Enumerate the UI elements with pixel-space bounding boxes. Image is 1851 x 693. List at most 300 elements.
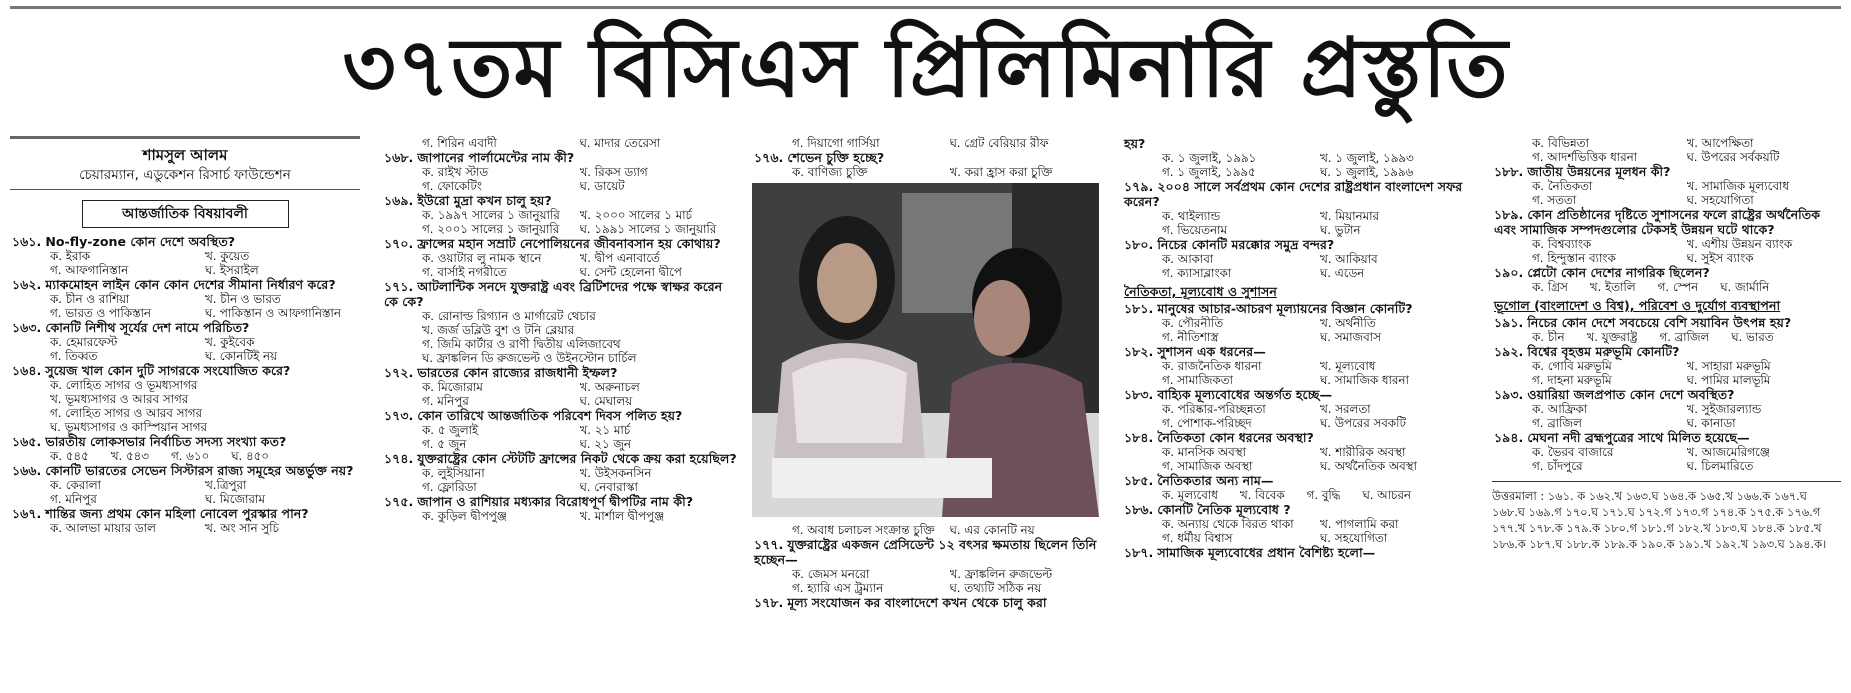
option: খ. আকিয়াব bbox=[1320, 252, 1378, 266]
question bbox=[382, 193, 737, 208]
question-number: ১৮৯. bbox=[1494, 207, 1524, 222]
question-number: ১৭৮. bbox=[754, 595, 784, 610]
option: ঘ. জার্মানি bbox=[1720, 280, 1770, 294]
option: ক. জেমস মনরো bbox=[792, 567, 870, 581]
option: গ. ১ জুলাই, ১৯৯৫ bbox=[1162, 165, 1256, 179]
continued-options bbox=[382, 136, 737, 150]
option: ঘ. তথ্যটি সঠিক নয় bbox=[949, 581, 1042, 595]
section-heading-ethics: নৈতিকতা, মূল্যবোধ ও সুশাসন bbox=[1124, 284, 1277, 299]
question-text: ভারতের কোন রাজ্যের রাজধানী ইম্ফল? bbox=[417, 365, 618, 380]
option: গ. ২০০১ সালের ১ জানুয়ারি bbox=[422, 222, 560, 236]
question-text: কোনটি ভারতের সেভেন সিস্টারস রাজ্য সমূহের অন্তর্ভুক্ত নয়? bbox=[45, 463, 354, 478]
question bbox=[1492, 265, 1841, 280]
option: খ. উইসকনসিন bbox=[579, 466, 652, 480]
option: ক. মানসিক অবস্থা bbox=[1162, 445, 1246, 459]
option: খ. ২০০০ সালের ১ মার্চ bbox=[579, 208, 692, 222]
question-number: ১৮৫. bbox=[1124, 473, 1154, 488]
option: ক. বিভিন্নতা bbox=[1532, 136, 1589, 150]
option: গ. ৬১০ bbox=[170, 449, 210, 463]
option: ঘ. মেঘালয় bbox=[579, 394, 633, 408]
option: ঘ. ভূমধ্যসাগর ও কাস্পিয়ান সাগর bbox=[50, 420, 207, 434]
option: খ. ২১ মার্চ bbox=[579, 423, 631, 437]
question-text: জাতীয় উন্নয়নের মূলধন কী? bbox=[1527, 164, 1671, 179]
option: গ. চাঁদপুরে bbox=[1532, 459, 1583, 473]
option: ঘ. এডেন bbox=[1320, 266, 1365, 280]
article-body bbox=[10, 136, 1841, 689]
option: ক. লুইসিয়ানা bbox=[422, 466, 485, 480]
answer-key: উত্তরমালা : ১৬১. ক ১৬২.খ ১৬৩.ঘ ১৬৪.ক ১৬৫.খ ১৬৬.ক ১৬৭.ঘ ১৬৮.ঘ ১৬৯.গ ১৭০.ঘ ১৭১.ঘ ১৭২.গ ১৭৩.গ ১৭৪.ক ১৭৫.ক ১৭৬.গ ১৭৭.খ ১৭৮.ক ১৭৯.ক ১৮০.গ ১৮১.গ ১৮২.খ ১৮৩.ঘ ১৮৪.ক ১৮৫.খ ১৮৬.ক ১৮৭.ঘ ১৮৮.ক ১৮৯.ক ১৯০.ক ১৯১.খ ১৯২.খ ১৯৩.ঘ ১৯৪.ক। bbox=[1492, 481, 1841, 552]
question-number: ১৯০. bbox=[1494, 265, 1524, 280]
option: গ. ৫ জুন bbox=[422, 437, 467, 451]
section-heading-geography: ভূগোল (বাংলাদেশ ও বিশ্ব), পরিবেশ ও দুর্যোগ ব্যবস্থাপনা bbox=[1494, 298, 1781, 313]
option: গ. সামাজিক অবস্থা bbox=[1162, 459, 1253, 473]
question-text: কোনটি নিশীথ সূর্যের দেশ নামে পরিচিত? bbox=[45, 320, 250, 335]
option: গ. শিরিন এবাদী bbox=[422, 136, 497, 150]
question-text: জাপান ও রাশিয়ার মধ্যকার বিরোধপূর্ণ দ্বীপটির নাম কী? bbox=[417, 494, 694, 509]
question-number: ১৮১. bbox=[1124, 301, 1154, 316]
question bbox=[1492, 207, 1841, 237]
option: খ. ৫৪৩ bbox=[110, 449, 149, 463]
author-box bbox=[10, 136, 360, 190]
option: খ. করা হ্রাস করা চুক্তি bbox=[949, 165, 1053, 179]
option: ঘ. গ্রেট বেরিয়ার রীফ bbox=[949, 136, 1049, 150]
options bbox=[382, 509, 737, 523]
question-text: কোন প্রতিষ্ঠানের দৃষ্টিতে সুশাসনের ফলে রাষ্ট্রের অর্থনৈতিক এবং সামাজিক সম্পদগুলোর টেকসই উন্নয়ন ঘটে থাকে? bbox=[1494, 207, 1821, 237]
question-text: বিশ্বের বৃহত্তম মরুভূমি কোনটি? bbox=[1527, 344, 1680, 359]
question bbox=[1122, 301, 1478, 316]
option: ক. আফ্রিকা bbox=[1532, 402, 1588, 416]
continued-options bbox=[752, 523, 1107, 537]
option: ক. কুড়িল দ্বীপপুঞ্জ bbox=[422, 509, 507, 523]
question-number: ১৭৭. bbox=[754, 537, 784, 552]
question-text: মেঘনা নদী ব্রহ্মপুত্রের সাথে মিলিত হয়েছে— bbox=[1527, 430, 1750, 445]
options bbox=[1122, 517, 1478, 545]
option: ক. ওয়াটার লু নামক স্থানে bbox=[422, 251, 542, 265]
continued-options bbox=[752, 136, 1107, 150]
option: ঘ. ডায়েট bbox=[579, 179, 625, 193]
question-text: ভারতীয় লোকসভার নির্বাচিত সদস্য সংখ্যা কত? bbox=[45, 434, 287, 449]
option: ঘ. উপরের সর্বকয়টি bbox=[1686, 150, 1780, 164]
question-number: ১৬১. bbox=[12, 234, 42, 249]
question-number: ১৮০. bbox=[1124, 237, 1154, 252]
option: খ. অং সান সুচি bbox=[205, 521, 279, 535]
option: ঘ. কানাডা bbox=[1686, 416, 1736, 430]
options bbox=[382, 423, 737, 451]
question-list bbox=[10, 234, 360, 535]
question-text: নিচের কোন দেশে সবচেয়ে বেশি সয়াবিন উৎপন্ন হয়? bbox=[1527, 315, 1792, 330]
option: ঘ. ভারত bbox=[1731, 330, 1774, 344]
option: গ. স্পেন bbox=[1657, 280, 1699, 294]
option: ঘ. চিলমারিতে bbox=[1686, 459, 1754, 473]
question bbox=[1492, 387, 1841, 402]
option: ক. আলভা মায়ার ডাল bbox=[50, 521, 156, 535]
question-list bbox=[1122, 179, 1478, 280]
option: ঘ. সামাজিক ধারনা bbox=[1320, 373, 1409, 387]
option: গ. দাহনা মরুভূমি bbox=[1532, 373, 1612, 387]
question-number: ১৯৪. bbox=[1494, 430, 1524, 445]
option: গ. আদর্শভিত্তিক ধারনা bbox=[1532, 150, 1638, 164]
option: গ. ফোকেটিং bbox=[422, 179, 482, 193]
column-2 bbox=[382, 136, 737, 689]
option: ঘ. কোনটিই নয় bbox=[205, 349, 277, 363]
continued-question: হয়? bbox=[1124, 136, 1146, 151]
option: খ. যুক্তরাষ্ট্র bbox=[1586, 330, 1638, 344]
option: গ. ক্যাসাব্লাংকা bbox=[1162, 266, 1232, 280]
option: ঘ. মিজোরাম bbox=[205, 492, 265, 506]
question-number: ১৭৯. bbox=[1124, 179, 1154, 194]
option: খ. ফ্রাঙ্কলিন রুজভেল্ট bbox=[949, 567, 1053, 581]
option: খ. মূল্যবোধ bbox=[1320, 359, 1376, 373]
option: ক. ৫৪৫ bbox=[50, 449, 89, 463]
question-number: ১৬৫. bbox=[12, 434, 42, 449]
question-number: ১৭৫. bbox=[384, 494, 414, 509]
question bbox=[1122, 179, 1478, 209]
question-number: ১৮৮. bbox=[1494, 164, 1524, 179]
question-number: ১৭১. bbox=[384, 279, 414, 294]
option: খ. আজমেরিগঞ্জে bbox=[1686, 445, 1770, 459]
question-number: ১৯১. bbox=[1494, 315, 1524, 330]
question-number: ১৬৪. bbox=[12, 363, 42, 378]
question-number: ১৭০. bbox=[384, 236, 414, 251]
options bbox=[382, 380, 737, 408]
option: খ. বিবেক bbox=[1239, 488, 1285, 502]
option: খ. মার্শাল দ্বীপপুঞ্জ bbox=[579, 509, 665, 523]
question bbox=[382, 451, 737, 466]
top-rule bbox=[10, 6, 1841, 9]
options bbox=[1122, 252, 1478, 280]
option: গ. বার্সাই নগরীতে bbox=[422, 265, 507, 279]
question-text: মানুষের আচার-আচরণ মূল্যায়নের বিজ্ঞান কোনটি? bbox=[1157, 301, 1413, 316]
question-list bbox=[752, 537, 1107, 610]
option: খ. রিকস ড্যাগ bbox=[579, 165, 648, 179]
options bbox=[382, 165, 737, 193]
question bbox=[752, 537, 1107, 567]
option: খ. দ্বীপ এনাবার্তে bbox=[579, 251, 660, 265]
option: খ. সাহারা মরুভূমি bbox=[1686, 359, 1771, 373]
option: গ. তিব্বত bbox=[50, 349, 98, 363]
option: গ. নীতিশাস্ত্র bbox=[1162, 330, 1219, 344]
option: খ. সরলতা bbox=[1320, 402, 1371, 416]
option: খ. এশীয় উন্নয়ন ব্যাংক bbox=[1686, 237, 1793, 251]
options bbox=[1122, 359, 1478, 387]
options bbox=[1492, 402, 1841, 430]
option: ঘ. আচরন bbox=[1362, 488, 1411, 502]
question bbox=[10, 363, 360, 378]
option: ক. চীন bbox=[1532, 330, 1565, 344]
option: ক. পরিষ্কার-পরিচ্ছন্নতা bbox=[1162, 402, 1266, 416]
option: ক. আকাবা bbox=[1162, 252, 1214, 266]
option: গ. আফগানিস্তান bbox=[50, 263, 129, 277]
question-text: সুয়েজ খাল কোন দুটি সাগরকে সংযোজিত করে? bbox=[45, 363, 291, 378]
question-text: কোনটি নৈতিক মূল্যবোধ ? bbox=[1157, 502, 1291, 517]
options bbox=[1122, 209, 1478, 237]
options bbox=[382, 466, 737, 494]
question-text: জাপানের পার্লামেন্টের নাম কী? bbox=[417, 150, 575, 165]
option: ঘ. নেবারাস্কা bbox=[579, 480, 638, 494]
options bbox=[10, 292, 360, 320]
option: গ. পোশাক-পরিচ্ছদ bbox=[1162, 416, 1252, 430]
continued-options bbox=[1122, 151, 1478, 179]
option: ক. মূল্যবোধ bbox=[1162, 488, 1218, 502]
section-heading-international: আন্তর্জাতিক বিষয়াবলী bbox=[82, 200, 289, 228]
option: ঘ. সমাজবাস bbox=[1320, 330, 1381, 344]
options bbox=[10, 249, 360, 277]
question-text: নৈতিকতার অন্য নাম— bbox=[1157, 473, 1274, 488]
option: ঘ. ভুটান bbox=[1320, 223, 1361, 237]
option: খ. শারীরিক অবস্থা bbox=[1320, 445, 1406, 459]
options bbox=[382, 208, 737, 236]
question-text: ২০০৪ সালে সর্বপ্রথম কোন দেশের রাষ্ট্রপ্রধান বাংলাদেশ সফর করেন? bbox=[1124, 179, 1463, 209]
option: ক. নৈতিকতা bbox=[1532, 179, 1593, 193]
option: ক. ভৈরব বাজারে bbox=[1532, 445, 1614, 459]
option: ক. হেমারফেস্ট bbox=[50, 335, 118, 349]
question bbox=[1492, 315, 1841, 330]
options bbox=[1122, 488, 1478, 502]
question-text: সামাজিক মূল্যবোধের প্রধান বৈশিষ্ট্য হলো— bbox=[1157, 545, 1376, 560]
question bbox=[10, 463, 360, 478]
question bbox=[382, 279, 737, 309]
question bbox=[10, 234, 360, 249]
option: গ. ব্রাজিল bbox=[1532, 416, 1582, 430]
question bbox=[1122, 502, 1478, 517]
option: ঘ. উপরের সবকটি bbox=[1320, 416, 1406, 430]
option: খ. আপেক্ষিতা bbox=[1686, 136, 1754, 150]
option: খ. ১ জুলাই, ১৯৯৩ bbox=[1320, 151, 1414, 165]
question bbox=[752, 150, 1107, 165]
option: ক. ১৯৯৭ সালের ১ জানুয়ারি bbox=[422, 208, 560, 222]
question bbox=[382, 236, 737, 251]
option: ঘ. সহযোগিতা bbox=[1686, 193, 1754, 207]
question-number: ১৬৮. bbox=[384, 150, 414, 165]
option: গ. বুদ্ধি bbox=[1306, 488, 1341, 502]
question bbox=[1122, 545, 1478, 560]
options bbox=[10, 335, 360, 363]
option: ঘ. সুইস ব্যাংক bbox=[1686, 251, 1754, 265]
question bbox=[10, 277, 360, 292]
option: খ. কুয়েত bbox=[205, 249, 250, 263]
option: গ. মনিপুর bbox=[50, 492, 97, 506]
option: ঘ. ৪৫০ bbox=[231, 449, 269, 463]
option: ঘ. ফ্রাঙ্কলিন ডি রুজভেল্ট ও উইনস্টোন চার্চিল bbox=[422, 351, 637, 365]
question-text: কোন তারিখে আন্তর্জাতিক পরিবেশ দিবস পলিত হয়? bbox=[417, 408, 683, 423]
question bbox=[1122, 387, 1478, 402]
question-text: যুক্তরাষ্ট্রের একজন প্রেসিডেন্ট ১২ বৎসর ক্ষমতায় ছিলেন তিনি হচ্ছেন— bbox=[754, 537, 1097, 567]
question-text: ফ্রান্সের মহান সম্রাট নেপোলিয়নের জীবনাবসান হয় কোথায়? bbox=[417, 236, 721, 251]
option: খ. ইতালি bbox=[1589, 280, 1636, 294]
options bbox=[1492, 237, 1841, 265]
question bbox=[1122, 237, 1478, 252]
question bbox=[1492, 344, 1841, 359]
option: ক. বিশ্বব্যাংক bbox=[1532, 237, 1592, 251]
question-text: ওয়ারিয়া জলপ্রপাত কোন দেশে অবস্থিত? bbox=[1527, 387, 1735, 402]
question-text: ইউরো মুদ্রা কখন চালু হয়? bbox=[417, 193, 552, 208]
option: ক. রাজনৈতিক ধারনা bbox=[1162, 359, 1262, 373]
option: ক. রোনাল্ড রিগ্যান ও মার্গারেট থেচার bbox=[422, 309, 596, 323]
option: গ. অবাধ চলাচল সংক্রান্ত চুক্তি bbox=[792, 523, 935, 537]
question-list bbox=[382, 150, 737, 523]
question-number: ১৮৬. bbox=[1124, 502, 1154, 517]
option: ঘ. সেন্ট হেলেনা দ্বীপে bbox=[579, 265, 682, 279]
question-text: No-fly-zone কোন দেশে অবস্থিত? bbox=[45, 234, 236, 249]
question-number: ১৬৬. bbox=[12, 463, 42, 478]
question-number: ১৯২. bbox=[1494, 344, 1524, 359]
question-number: ১৬২. bbox=[12, 277, 42, 292]
option: গ. মনিপুর bbox=[422, 394, 469, 408]
column-4 bbox=[1122, 136, 1478, 689]
question-list bbox=[1122, 301, 1478, 560]
option: ঘ. এর কোনটি নয় bbox=[949, 523, 1035, 537]
option: খ. ভূমধ্যসাগর ও আরব সাগর bbox=[50, 392, 189, 406]
options bbox=[1122, 445, 1478, 473]
question-list bbox=[1492, 315, 1841, 473]
option: ক. অন্যায় থেকে বিরত থাকা bbox=[1162, 517, 1294, 531]
author-role: চেয়ারম্যান, এডুকেশন রিসার্চ ফাউন্ডেশন bbox=[79, 167, 291, 183]
option: ঘ. সহযোগিতা bbox=[1320, 531, 1388, 545]
option: গ. সামাজিকতা bbox=[1162, 373, 1233, 387]
question bbox=[10, 320, 360, 335]
option: খ. জর্জ ডব্লিউ বুশ ও টনি ব্লেয়ার bbox=[422, 323, 575, 337]
option: ঘ. ইসরাইল bbox=[205, 263, 259, 277]
question bbox=[1492, 430, 1841, 445]
options bbox=[1492, 179, 1841, 207]
option: খ. অরুনাচল bbox=[579, 380, 640, 394]
options bbox=[1492, 280, 1841, 294]
question-number: ১৭৬. bbox=[754, 150, 784, 165]
question-number: ১৮২. bbox=[1124, 344, 1154, 359]
option: খ. সুইজারল্যান্ড bbox=[1686, 402, 1762, 416]
option: ঘ. মাদার তেরেসা bbox=[579, 136, 661, 150]
question-list bbox=[752, 150, 1107, 179]
page-title: ৩৭তম বিসিএস প্রিলিমিনারি প্রস্তুতি bbox=[342, 20, 1509, 116]
option: গ. সততা bbox=[1532, 193, 1577, 207]
option: গ. হ্যারি এস ট্রুম্যান bbox=[792, 581, 884, 595]
option: ক. কেরালা bbox=[50, 478, 101, 492]
options bbox=[382, 309, 737, 365]
options bbox=[10, 478, 360, 506]
question-number: ১৬৯. bbox=[384, 193, 414, 208]
question-list bbox=[1492, 164, 1841, 294]
option: ক. ইরাক bbox=[50, 249, 91, 263]
question bbox=[10, 434, 360, 449]
article-photo bbox=[752, 183, 1099, 517]
question-text: প্লেটো কোন দেশের নাগরিক ছিলেন? bbox=[1527, 265, 1710, 280]
question-text: আটলান্টিক সনদে যুক্তরাষ্ট্র এবং ব্রিটিশদের পক্ষে স্বাক্ষর করেন কে কে? bbox=[384, 279, 723, 309]
option: ক. ১ জুলাই, ১৯৯১ bbox=[1162, 151, 1257, 165]
continued-options bbox=[1492, 136, 1841, 164]
option: গ. হিন্দুস্তান ব্যাংক bbox=[1532, 251, 1616, 265]
question bbox=[1492, 164, 1841, 179]
option: খ. চীন ও ভারত bbox=[205, 292, 281, 306]
options bbox=[382, 251, 737, 279]
option: ক. গোবি মরুভূমি bbox=[1532, 359, 1612, 373]
option: গ. ভিয়েতনাম bbox=[1162, 223, 1227, 237]
question-text: বাহ্যিক মূল্যবোধের অন্তর্গত হচ্ছে— bbox=[1157, 387, 1333, 402]
option: খ. মিয়ানমার bbox=[1320, 209, 1380, 223]
question-number: ১৭৩. bbox=[384, 408, 414, 423]
options bbox=[10, 378, 360, 434]
option: গ. ধর্মীয় বিশ্বাস bbox=[1162, 531, 1233, 545]
options bbox=[752, 567, 1107, 595]
question bbox=[382, 494, 737, 509]
option: গ. জিমি কার্টার ও রাণী দ্বিতীয় এলিজাবেথ bbox=[422, 337, 621, 351]
option: ঘ. ২১ জুন bbox=[579, 437, 631, 451]
question bbox=[1122, 344, 1478, 359]
question bbox=[10, 506, 360, 521]
question bbox=[1122, 430, 1478, 445]
question-number: ১৬৩. bbox=[12, 320, 42, 335]
option: ঘ. পামির মালভূমি bbox=[1686, 373, 1771, 387]
question bbox=[752, 595, 1107, 610]
option: ঘ. ১৯৯১ সালের ১ জানুয়ারি bbox=[579, 222, 717, 236]
option: গ. দিয়াগো গার্সিয়া bbox=[792, 136, 880, 150]
column-1 bbox=[10, 136, 360, 689]
author-name: শামসুল আলম bbox=[142, 146, 228, 164]
option: ক. মিজোরাম bbox=[422, 380, 483, 394]
option: গ. ব্রাজিল bbox=[1659, 330, 1710, 344]
column-5 bbox=[1492, 136, 1841, 689]
question bbox=[382, 365, 737, 380]
question-number: ১৬৭. bbox=[12, 506, 42, 521]
question-text: মূল্য সংযোজন কর বাংলাদেশে কখন থেকে চালু করা bbox=[787, 595, 1047, 610]
options bbox=[1492, 445, 1841, 473]
option: খ. কুইবেক bbox=[205, 335, 255, 349]
option: খ. অর্থনীতি bbox=[1320, 316, 1376, 330]
question-number: ১৭৪. bbox=[384, 451, 414, 466]
question-text: ম্যাকমোহন লাইন কোন কোন দেশের সীমানা নির্ধারণ করে? bbox=[45, 277, 336, 292]
option: ক. থাইল্যান্ড bbox=[1162, 209, 1221, 223]
option: ঘ. ১ জুলাই, ১৯৯৬ bbox=[1320, 165, 1414, 179]
column-3 bbox=[752, 136, 1107, 689]
option: ঘ. পাকিস্তান ও আফগানিস্তান bbox=[205, 306, 341, 320]
question-number: ১৮৪. bbox=[1124, 430, 1154, 445]
options bbox=[10, 521, 360, 535]
question-text: সুশাসন এক ধরনের— bbox=[1157, 344, 1266, 359]
question-number: ১৭২. bbox=[384, 365, 414, 380]
option: ক. গ্রিস bbox=[1532, 280, 1568, 294]
question-text: শেভেন চুক্তি হচ্ছে? bbox=[787, 150, 885, 165]
option: ক. পৌরনীতি bbox=[1162, 316, 1224, 330]
option: গ. ফ্লোরিডা bbox=[422, 480, 477, 494]
option: গ. ভারত ও পাকিস্তান bbox=[50, 306, 151, 320]
options bbox=[1122, 402, 1478, 430]
question bbox=[1122, 473, 1478, 488]
options bbox=[10, 449, 360, 463]
question-text: নৈতিকতা কোন ধরনের অবস্থা? bbox=[1157, 430, 1314, 445]
question-text: নিচের কোনটি মরক্কোর সমুদ্র বন্দর? bbox=[1157, 237, 1335, 252]
question-number: ১৮৩. bbox=[1124, 387, 1154, 402]
question-text: শান্তির জন্য প্রথম কোন মহিলা নোবেল পুরস্কার পান? bbox=[45, 506, 309, 521]
question-number: ১৮৭. bbox=[1124, 545, 1154, 560]
option: ক. ৫ জুলাই bbox=[422, 423, 479, 437]
option: গ. লোহিত সাগর ও আরব সাগর bbox=[50, 406, 203, 420]
options bbox=[1492, 359, 1841, 387]
option: ঘ. অর্থনৈতিক অবস্থা bbox=[1320, 459, 1417, 473]
option: খ. পাগলামি করা bbox=[1320, 517, 1399, 531]
question bbox=[382, 150, 737, 165]
question bbox=[382, 408, 737, 423]
option: খ. সামাজিক মূল্যবোধ bbox=[1686, 179, 1789, 193]
question-number: ১৯৩. bbox=[1494, 387, 1524, 402]
option: ক. লোহিত সাগর ও ভূমধ্যসাগর bbox=[50, 378, 198, 392]
option: ক. বাণিজ্য চুক্তি bbox=[792, 165, 868, 179]
options bbox=[1492, 330, 1841, 344]
option: ক. রাইখ স্টাড bbox=[422, 165, 489, 179]
options bbox=[752, 165, 1107, 179]
option: ক. চীন ও রাশিয়া bbox=[50, 292, 130, 306]
options bbox=[1122, 316, 1478, 344]
question-text: যুক্তরাষ্ট্রের কোন স্টেটটি ফ্রান্সের নিকট থেকে ক্রয় করা হয়েছিল? bbox=[417, 451, 737, 466]
option: খ.ত্রিপুরা bbox=[205, 478, 247, 492]
